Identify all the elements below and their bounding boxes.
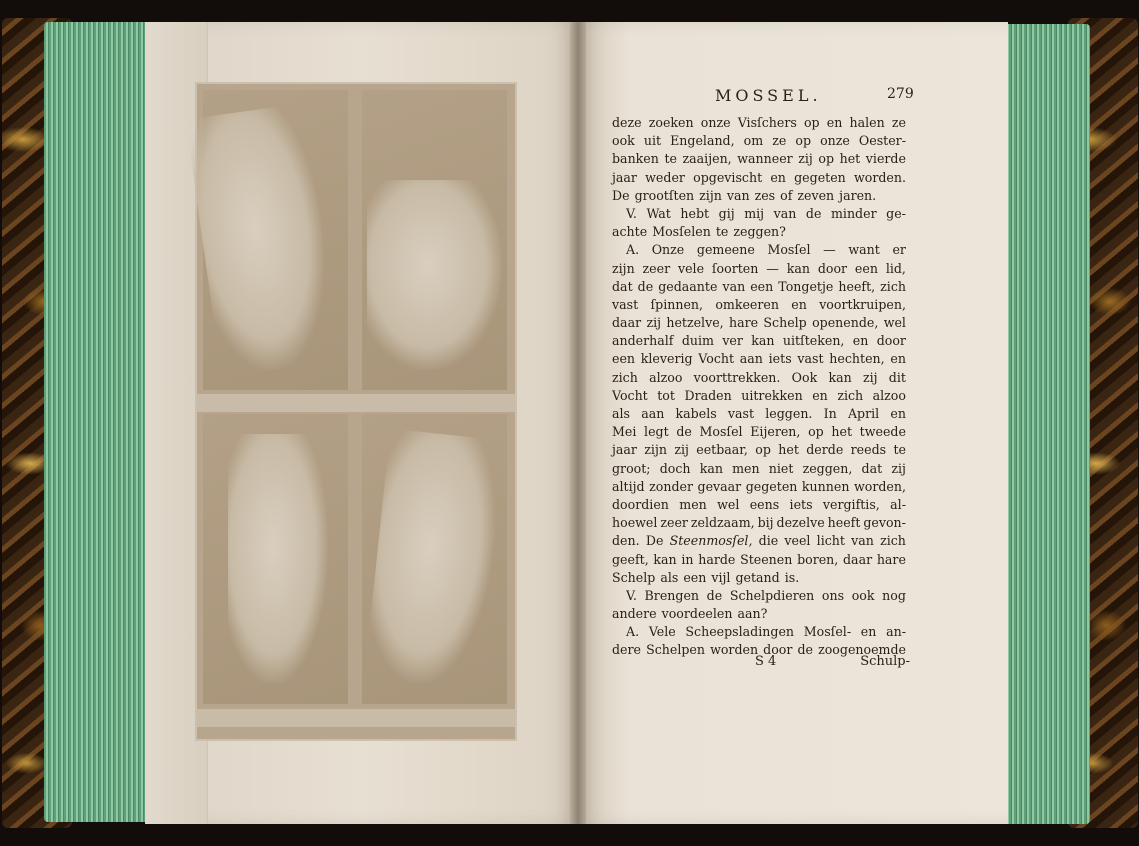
- running-head-title: MOSSEL.: [715, 86, 822, 105]
- shell-image: [364, 429, 505, 690]
- body-line: deze zoeken onze Visſchers op en halen ze: [612, 115, 906, 130]
- shell-image: [185, 103, 340, 377]
- shell-image: [228, 434, 328, 684]
- left-page-block: [44, 22, 154, 822]
- body-line: altijd zonder gevaar gegeten kunnen worden,: [612, 478, 906, 494]
- body-line: dat de gedaante van een Tongetje heeft, zich: [612, 278, 906, 294]
- body-line: vast ſpinnen, omkeeren en voortkruipen,: [612, 296, 906, 312]
- body-line: V. Wat hebt gij mij van de minder ge-: [626, 205, 906, 221]
- page-footer: [755, 654, 910, 674]
- body-line: jaar weder opgevischt en gegeten worden.: [612, 169, 906, 185]
- body-line: De grootſten zijn van zes of zeven jaren.: [612, 187, 877, 203]
- plate-caption-strip: [197, 394, 515, 412]
- body-line: doordien men wel eens iets vergiftis, al-: [612, 496, 906, 512]
- body-text: [612, 114, 906, 660]
- plate-panel: [203, 414, 348, 704]
- body-line: hoewel zeer zeldzaam, bij dezelve heeft gevon-: [612, 515, 906, 531]
- body-line: Mei legt de Mosſel Eijeren, op het tweede: [612, 424, 906, 440]
- body-line: achte Mosſelen te zeggen?: [612, 224, 786, 240]
- body-line: ook uit Engeland, om ze op onze Oester-: [612, 133, 906, 149]
- body-line: dere Schelpen worden door de zoogenoemde: [612, 642, 906, 658]
- right-page-block: [1006, 24, 1090, 824]
- page-number: 279: [887, 86, 914, 102]
- body-line: den. De Steenmosſel, die veel licht van zich: [612, 533, 906, 549]
- catchword: Schulp-: [860, 654, 910, 669]
- body-line: daar zij hetzelve, hare Schelp openende, wel: [612, 315, 906, 331]
- body-line: jaar zijn zij eetbaar, op het derde reeds te: [612, 442, 906, 458]
- body-line: banken te zaaijen, wanneer zij op het vierde: [612, 151, 906, 167]
- plate-panel: [362, 414, 507, 704]
- bleed-through-plate: [195, 82, 517, 741]
- shell-image: [367, 180, 502, 370]
- running-head: [715, 86, 915, 108]
- body-line: zich alzoo voorttrekken. Ook kan zij dit: [612, 369, 906, 385]
- body-line: als aan kabels vast leggen. In April en: [612, 406, 906, 421]
- body-line: Schelp als een vijl getand is.: [612, 569, 800, 585]
- body-line: anderhalf duim ver kan uitſteken, en door: [612, 333, 906, 349]
- body-line: V. Brengen de Schelpdieren ons ook nog: [626, 587, 906, 603]
- body-line: A. Onze gemeene Mosſel — want er: [626, 242, 906, 258]
- plate-panel: [362, 90, 507, 390]
- body-line: Vocht tot Draden uitrekken en zich alzoo: [612, 387, 906, 403]
- signature-mark: S 4: [755, 654, 777, 669]
- book-gutter: [570, 22, 586, 824]
- body-line: geeft, kan in harde Steenen boren, daar hare: [612, 551, 906, 567]
- body-line: A. Vele Scheepsladingen Mosſel- en an-: [626, 624, 906, 640]
- body-line: een kleverig Vocht aan iets vast hechten, en: [612, 351, 906, 367]
- body-line: zijn zeer vele ſoorten — kan door een lid,: [612, 260, 906, 276]
- body-line: groot; doch kan men niet zeggen, dat zij: [612, 460, 906, 476]
- plate-panel: [203, 90, 348, 390]
- plate-caption-strip: [197, 709, 515, 727]
- body-line: andere voordeelen aan?: [612, 606, 768, 622]
